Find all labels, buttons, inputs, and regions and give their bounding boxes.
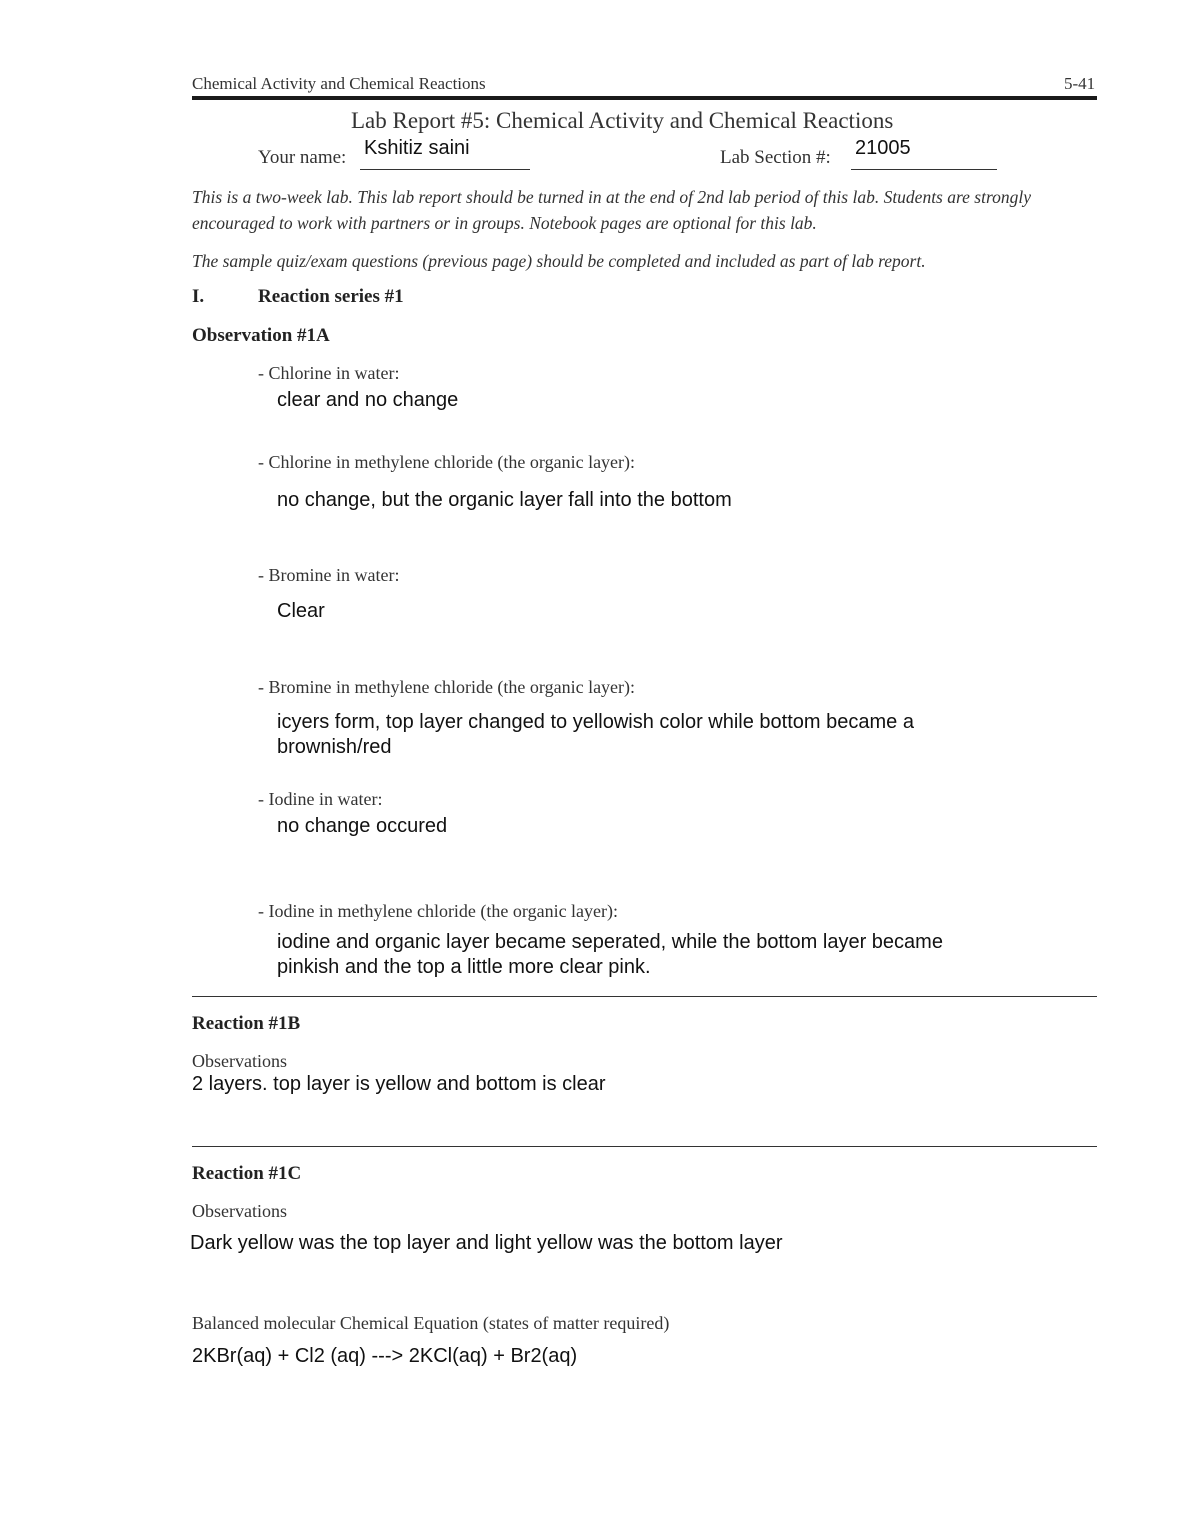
prompt-bromine-organic: - Bromine in methylene chloride (the organic layer):	[258, 677, 636, 697]
answer-bromine-organic: icyers form, top layer changed to yellowish color while bottom became a	[277, 711, 914, 733]
name-underline	[360, 169, 530, 170]
prompt-iodine-water: - Iodine in water:	[258, 789, 383, 809]
section-underline	[851, 169, 997, 170]
section-label: Lab Section #:	[720, 147, 831, 168]
name-value: Kshitiz saini	[364, 137, 470, 159]
section-value: 21005	[855, 137, 911, 159]
prompt-iodine-organic: - Iodine in methylene chloride (the organic layer):	[258, 901, 619, 921]
reaction-1c-observations-label: Observations	[192, 1201, 287, 1221]
section-number: I.	[192, 286, 205, 307]
name-label: Your name:	[258, 147, 347, 168]
prompt-chlorine-organic: - Chlorine in methylene chloride (the organic layer):	[258, 452, 636, 472]
reaction-1b-observations-label: Observations	[192, 1051, 287, 1071]
instructions-line-3: The sample quiz/exam questions (previous page) should be completed and included as part of lab report.	[192, 251, 926, 271]
answer-iodine-organic: iodine and organic layer became seperated, while the bottom layer became	[277, 931, 943, 953]
prompt-bromine-water: - Bromine in water:	[258, 565, 400, 585]
balanced-equation: 2KBr(aq) + Cl2 (aq) ---> 2KCl(aq) + Br2(aq)	[192, 1345, 578, 1367]
report-title: Lab Report #5: Chemical Activity and Chemical Reactions	[351, 108, 894, 133]
running-header-title: Chemical Activity and Chemical Reactions	[192, 74, 486, 93]
divider-1b	[192, 996, 1097, 997]
reaction-1b-answer: 2 layers. top layer is yellow and bottom is clear	[192, 1073, 606, 1095]
answer-iodine-organic-cont: pinkish and the top a little more clear pink.	[277, 956, 651, 978]
reaction-1c-answer: Dark yellow was the top layer and light yellow was the bottom layer	[190, 1232, 783, 1254]
reaction-1b-heading: Reaction #1B	[192, 1013, 301, 1034]
answer-chlorine-organic: no change, but the organic layer fall into the bottom	[277, 489, 732, 511]
section-heading: Reaction series #1	[258, 286, 404, 307]
equation-label: Balanced molecular Chemical Equation (states of matter required)	[192, 1313, 670, 1333]
answer-bromine-water: Clear	[277, 600, 325, 622]
header-rule	[192, 96, 1097, 100]
instructions-line-1: This is a two-week lab. This lab report should be turned in at the end of 2nd lab period of this lab. Students are strongly	[192, 187, 1032, 207]
answer-bromine-organic-cont: brownish/red	[277, 736, 392, 758]
prompt-chlorine-water: - Chlorine in water:	[258, 363, 400, 383]
answer-chlorine-water: clear and no change	[277, 389, 459, 411]
observation-1a-heading: Observation #1A	[192, 325, 330, 346]
reaction-1c-heading: Reaction #1C	[192, 1163, 302, 1184]
divider-1c	[192, 1146, 1097, 1147]
instructions-line-2: encouraged to work with partners or in groups. Notebook pages are optional for this lab.	[192, 213, 817, 233]
page-number: 5-41	[1064, 74, 1096, 93]
answer-iodine-water: no change occured	[277, 815, 448, 837]
